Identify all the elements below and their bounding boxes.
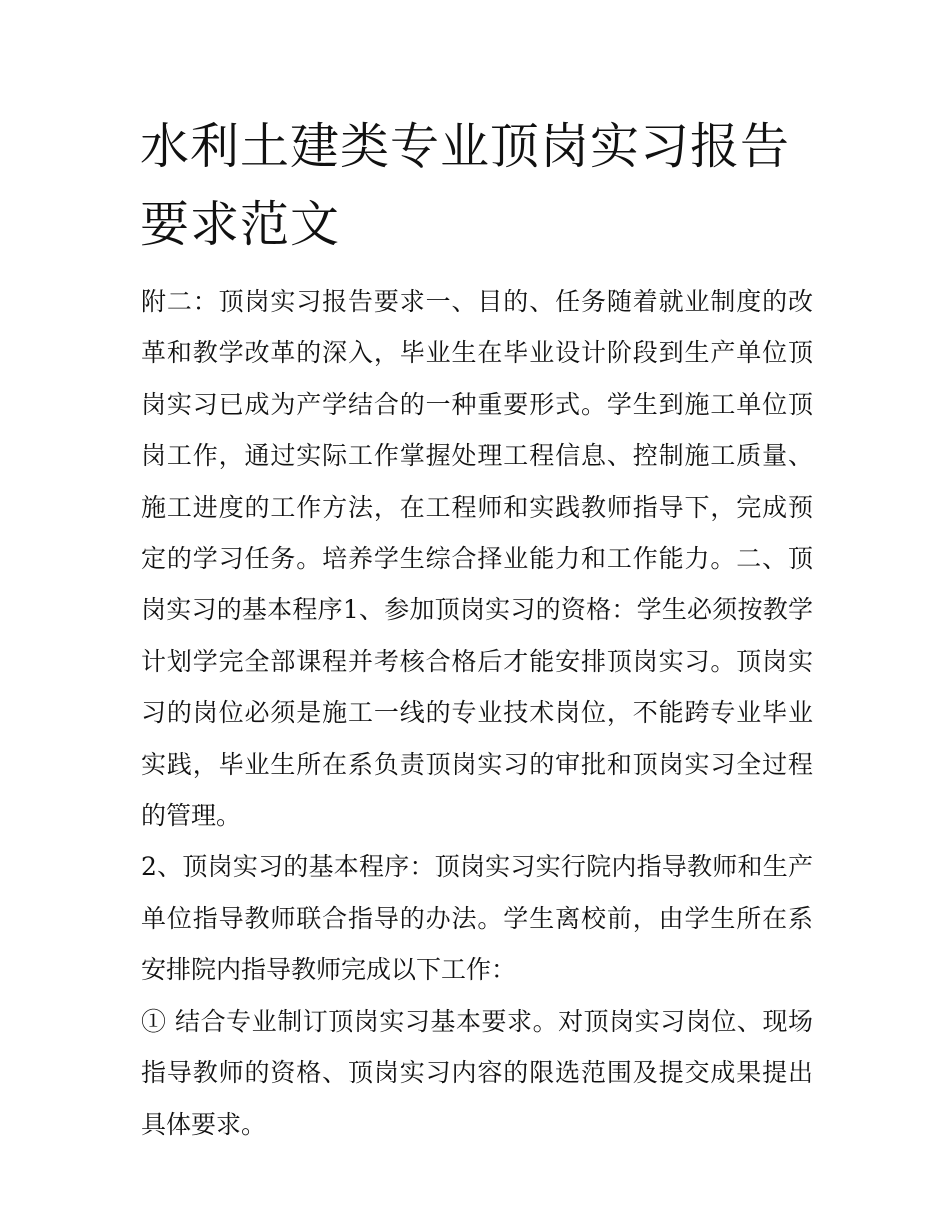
paragraph-2: 2、顶岗实习的基本程序：顶岗实习实行院内指导教师和生产单位指导教师联合指导的办法。学生离校前，由学生所在系安排院内指导教师完成以下工作： [141,852,813,985]
paragraph-3: ① 结合专业制订顶岗实习基本要求。对顶岗实习岗位、现场指导教师的资格、顶岗实习内容的限选范围及提交成果提出具体要求。 [141,1006,813,1139]
document-body [141,276,813,1150]
document-title: 水利土建类专业顶岗实习报告要求范文 [140,118,791,253]
paragraph-1: 附二：顶岗实习报告要求一、目的、任务随着就业制度的改革和教学改革的深入，毕业生在毕业设计阶段到生产单位顶岗实习已成为产学结合的一种重要形式。学生到施工单位顶岗工作，通过实际工作掌握处理工程信息、控制施工质量、施工进度的工作方法，在工程师和实践教师指导下，完成预定的学习任务。培养学生综合择业能力和工作能力。二、顶岗实习的基本程序1、参加顶岗实习的资格：学生必须按教学计划学完全部课程并考核合格后才能安排顶岗实习。顶岗实习的岗位必须是施工一线的专业技术岗位，不能跨专业毕业实践，毕业生所在系负责顶岗实习的审批和顶岗实习全过程的管理。 [141,287,813,831]
